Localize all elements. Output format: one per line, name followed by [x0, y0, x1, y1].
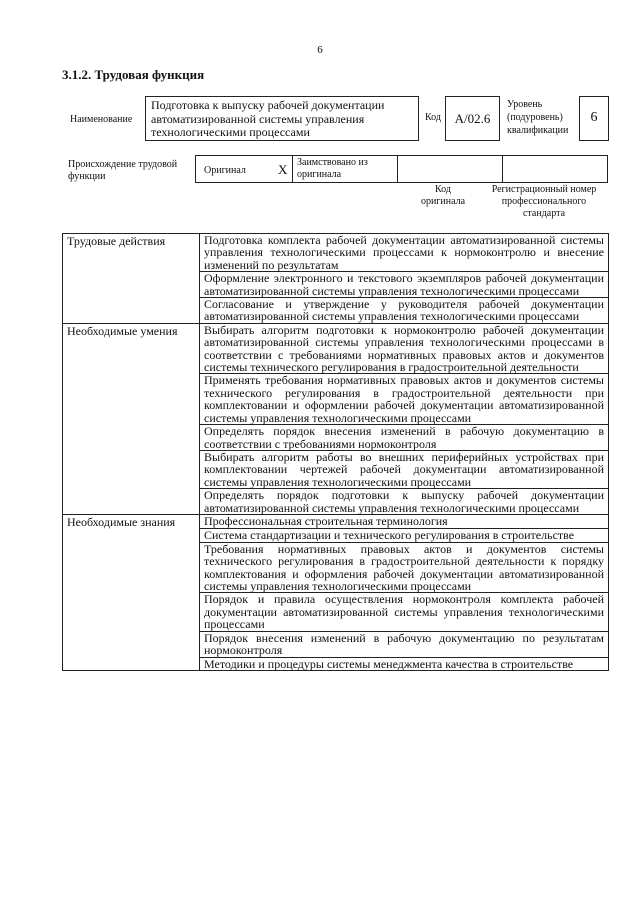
list-item: Выбирать алгоритм подготовки к нормоконтролю рабочей документации автоматизированной системы управления технологическими процессами в соответствии с требованиями нормативных правовых актов и документов системы технического регулирования в градостроительной деятельности	[200, 323, 609, 374]
origin-label-line: Происхождение трудовой	[68, 159, 178, 170]
table-row	[63, 450, 609, 488]
name-label: Наименование	[70, 114, 133, 125]
list-item: Порядок и правила осуществления нормоконтроля комплекта рабочей документации автоматизированной системы управления технологическими процессами	[200, 593, 609, 631]
registration-number-label	[484, 184, 604, 220]
table-row	[63, 425, 609, 451]
code-original-cell	[398, 156, 503, 182]
table-row	[63, 234, 609, 272]
level-label-line: (подуровень)	[507, 112, 563, 123]
level-label-line: квалификации	[507, 125, 569, 136]
function-details-table	[62, 233, 609, 671]
original-mark: X	[278, 162, 288, 177]
code-label: Код	[425, 112, 441, 123]
borrowed-cell	[293, 156, 398, 182]
level-value: 6	[579, 96, 609, 141]
table-row	[63, 529, 609, 542]
table-row	[63, 514, 609, 529]
list-item: Система стандартизации и технического регулирования в строительстве	[200, 529, 609, 542]
list-item: Определять порядок внесения изменений в рабочую документацию в соответствии с требованиями нормоконтроля	[200, 425, 609, 451]
origin-label	[68, 159, 177, 183]
list-item: Согласование и утверждение у руководителя рабочей документации автоматизированной системы управления технологическими процессами	[200, 298, 609, 324]
table-row	[63, 631, 609, 657]
table-row	[63, 298, 609, 324]
section-title-knowledge: Необходимые знания	[63, 514, 200, 529]
table-row	[63, 593, 609, 631]
table-row	[63, 323, 609, 374]
list-item: Профессиональная строительная терминология	[200, 514, 609, 529]
list-item: Подготовка комплекта рабочей документации автоматизированной системы управления технологическими процессами к нормоконтролю и внесение изменений по результатам	[200, 234, 609, 272]
function-code-value: А/02.6	[445, 96, 500, 141]
list-item: Выбирать алгоритм работы во внешних периферийных устройствах при комплектовании чертежей рабочей документации автоматизированной системы управления технологическими процессами	[200, 450, 609, 488]
code-original-label-line: Код	[435, 184, 451, 195]
original-label: Оригинал	[204, 165, 246, 176]
registration-number-label-line: Регистрационный номер	[491, 184, 597, 195]
registration-number-label-line: стандарта	[522, 208, 566, 219]
borrowed-label-line: Заимствовано из	[297, 157, 368, 168]
table-row	[63, 374, 609, 425]
list-item: Порядок внесения изменений в рабочую документацию по результатам нормоконтроля	[200, 631, 609, 657]
section-title-skills: Необходимые умения	[63, 323, 200, 374]
page-number: 6	[317, 44, 323, 56]
function-name-value: Подготовка к выпуску рабочей документации автоматизированной системы управления технологическими процессами	[145, 96, 419, 141]
list-item: Применять требования нормативных правовых актов и документов системы технического регулирования в градостроительной деятельности при комплектовании и оформлении рабочей документации автоматизированной системы управления технологическими процессами	[200, 374, 609, 425]
registration-number-label-line: профессионального	[501, 196, 587, 207]
table-row	[63, 542, 609, 593]
list-item: Методики и процедуры системы менеджмента качества в строительстве	[200, 657, 609, 670]
table-row	[63, 489, 609, 515]
section-title-labor-actions: Трудовые действия	[63, 234, 200, 272]
table-row	[63, 272, 609, 298]
table-row	[63, 657, 609, 670]
list-item: Оформление электронного и текстового экземпляров рабочей документации автоматизированной системы управления технологическими процессами	[200, 272, 609, 298]
list-item: Требования нормативных правовых актов и документов системы технического регулирования в градостроительной деятельности к порядку комплектования и оформления рабочей документации автоматизированной системы управления технологическими процессами	[200, 542, 609, 593]
borrowed-label-line: оригинала	[297, 169, 342, 180]
origin-label-line: функции	[68, 171, 106, 182]
level-label	[507, 98, 568, 137]
code-original-label	[420, 184, 466, 208]
origin-table	[195, 155, 608, 183]
borrowed-label	[297, 157, 368, 181]
code-original-label-line: оригинала	[420, 196, 466, 207]
original-cell	[196, 156, 293, 182]
level-label-line: Уровень	[507, 99, 543, 110]
list-item: Определять порядок подготовки к выпуску рабочей документации автоматизированной системы управления технологическими процессами	[200, 489, 609, 515]
section-title: 3.1.2. Трудовая функция	[62, 67, 205, 82]
